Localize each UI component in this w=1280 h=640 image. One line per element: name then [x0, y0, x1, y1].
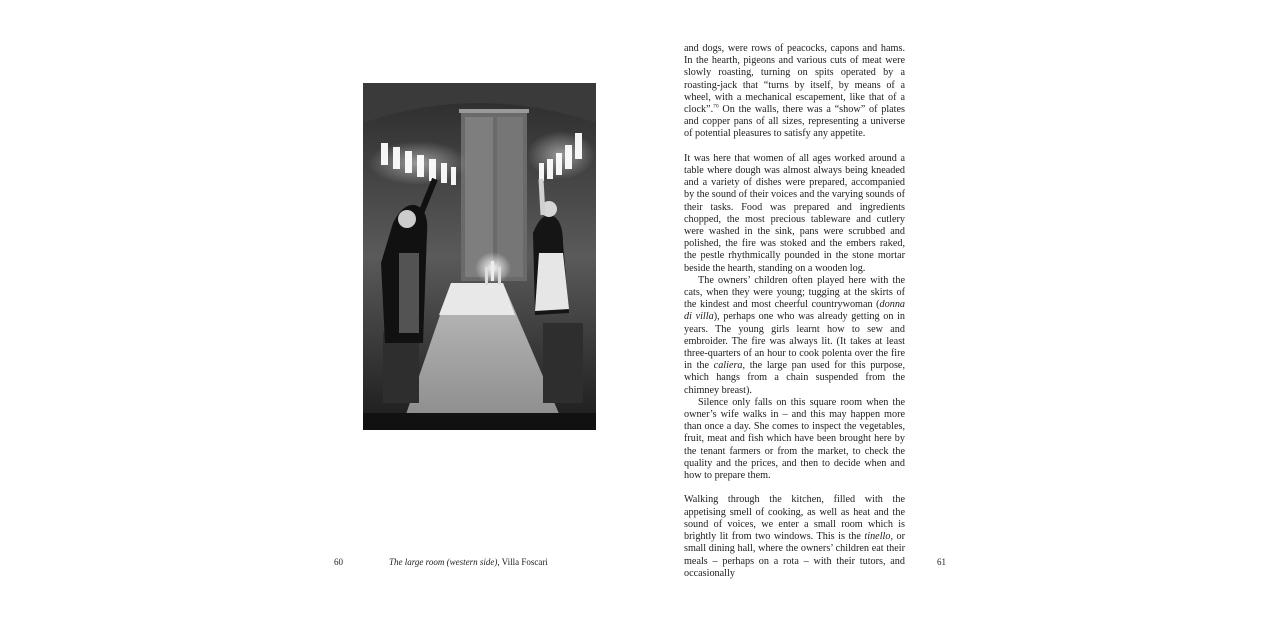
italic-term: tinello, [864, 531, 893, 543]
paragraph: Silence only falls on this square room when the owner’s wife walks in – and this may happen more than once a day. She comes to inspect the vegetables, fruit, meat and fish which have been brought here by the tenant farmers or from the market, to check the quality and the prices, and then to decide when and how to prepare them. [684, 396, 905, 482]
text-run: or small dining hall, where the owners’ children eat their meals – perhaps on a rota – with their tutors, and occasionally [684, 531, 905, 579]
paragraph [684, 43, 905, 141]
italic-term: donna di villa [684, 299, 905, 323]
paragraph [684, 275, 905, 397]
text-run: , the large pan used for this purpose, which hangs from a chain suspended from the chimney breast). [684, 360, 906, 396]
caption-title: The large room (western side) [389, 557, 498, 567]
text-run: ), perhaps one who was already getting on in years. The young girls learnt how to sew and embroider. The fire was always lit. (It takes at least three-quarters of an hour to cook polenta over the fire in the [684, 311, 905, 372]
photograph-icon [363, 83, 596, 430]
text-run: and dogs, were rows of peacocks, capons and hams. In the hearth, pigeons and various cuts of meat were slowly roasting, turning on spits operated by a roasting-jack that “turns by itself, by means of a wheel, with a mechanical escapement, like that of a clock”. [684, 43, 905, 116]
paragraph [684, 494, 905, 579]
body-text-column [684, 43, 905, 580]
text-run: Walking through the kitchen, filled with the appetising smell of cooking, as well as heat and the sound of voices, we enter a small room which is brightly lit from two windows. This is the [684, 494, 905, 543]
text-run: On the walls, there was a “show” of plates and copper pans of all sizes, representing a universe of potential pleasures to satisfy any appetite. [684, 104, 905, 140]
italic-term: caliera [713, 360, 743, 372]
photograph [363, 83, 596, 430]
page-number-right: 61 [937, 557, 946, 567]
page-number-left: 60 [334, 557, 343, 567]
text-run: The owners’ children often played here with the cats, when they were young; tugging at the skirts of the kindest and most cheerful countrywoman ( [684, 274, 905, 311]
paragraph: It was here that women of all ages worked around a table where dough was almost always being kneaded and a variety of dishes were prepared, accompanied by the sound of their voices and the varying sounds of their tasks. Food was prepared and ingredients chopped, the most precious tableware and cutlery were washed in the sink, pans were scrubbed and polished, the fire was stoked and the embers raked, the pestle rhythmically pounded in the stone mortar beside the hearth, standing on a wooden log. [684, 152, 905, 274]
footnote-reference: 70 [713, 103, 719, 110]
caption-place: , Villa Foscari [497, 557, 548, 567]
photo-caption [389, 557, 548, 567]
